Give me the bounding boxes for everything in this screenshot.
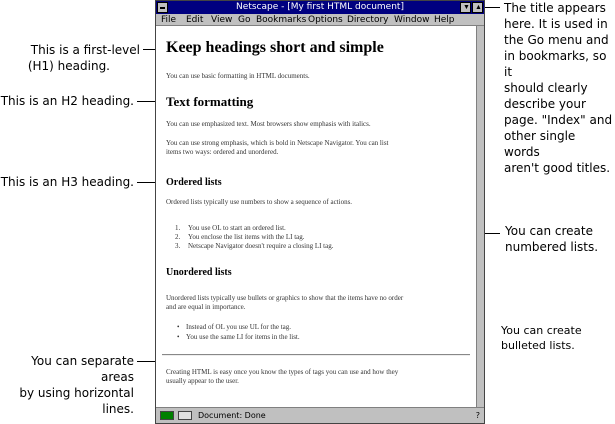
annotation-h2	[0, 93, 134, 109]
unordered-intro-2: and are equal in importance.	[166, 303, 246, 311]
annotation-title-line9: aren't good titles.	[504, 161, 611, 175]
unordered-item: Instead of OL you use UL for the tag.	[186, 323, 292, 331]
annotation-numbered	[505, 223, 615, 255]
ordered-item: You enclose the list items with the LI tag.	[188, 233, 305, 241]
menu-file[interactable]: File	[161, 15, 177, 25]
heading-ordered-lists: Ordered lists	[166, 177, 222, 188]
page-heading-h2: Text formatting	[166, 94, 254, 109]
mail-icon[interactable]	[178, 411, 192, 420]
annotation-h3	[0, 174, 134, 190]
annotation-title-line6: describe your	[504, 97, 586, 111]
annotation-title-line3: the Go menu and	[504, 33, 609, 47]
maximize-icon[interactable]: ▲	[472, 2, 483, 13]
annotation-title-line1: The title appears	[504, 1, 606, 15]
annotation-title-line7: page. "Index" and	[504, 113, 613, 127]
annotation-hr-line2: by using horizontal lines.	[19, 386, 134, 416]
annotation-h1-line2: (H1) heading.	[27, 59, 110, 73]
minimize-icon[interactable]: ▼	[460, 2, 471, 13]
annotation-title-line8: other single words	[504, 129, 576, 159]
intro-text: You can use basic formatting in HTML documents.	[166, 72, 310, 80]
ordered-number: 2.	[175, 233, 181, 241]
ordered-item: Netscape Navigator doesn't require a closing LI tag.	[188, 242, 334, 250]
menu-edit[interactable]: Edit	[186, 15, 204, 25]
closing-text-1: Creating HTML is easy once you know the types of tags you can use and how they	[166, 368, 399, 376]
annotation-h1-line1: This is a first-level	[30, 43, 140, 57]
ordered-intro: Ordered lists typically use numbers to show a sequence of actions.	[166, 198, 353, 206]
status-text: Document: Done	[198, 411, 266, 420]
annotation-hr-line1: You can separate areas	[31, 354, 134, 384]
ordered-item: You use OL to start an ordered list.	[188, 224, 286, 232]
annotation-hr	[0, 353, 134, 417]
annotation-h2-text: This is an H2 heading.	[0, 94, 134, 108]
vertical-scrollbar[interactable]	[476, 26, 484, 408]
ordered-number: 1.	[175, 224, 181, 232]
annotation-title-line4: in bookmarks, so it	[504, 49, 607, 79]
browser-window	[155, 0, 485, 424]
menu-options[interactable]: Options	[308, 15, 343, 25]
annotation-h1	[0, 42, 140, 74]
annotation-title	[504, 0, 614, 176]
ordered-number: 3.	[175, 242, 181, 250]
annotation-bulleted-line1: You can create	[501, 324, 582, 337]
menu-directory[interactable]: Directory	[347, 15, 389, 25]
menu-bookmarks[interactable]: Bookmarks	[256, 15, 307, 25]
annotation-bulleted-line2: bulleted lists.	[501, 339, 575, 352]
bullet-icon: •	[177, 323, 180, 331]
page-content	[156, 26, 478, 408]
status-bar	[156, 407, 484, 423]
paragraph-strong-2: items two ways: ordered and unordered.	[166, 148, 279, 156]
annotation-h3-text: This is an H3 heading.	[0, 175, 134, 189]
menu-bar	[156, 14, 484, 26]
heading-unordered-lists: Unordered lists	[166, 267, 232, 278]
unordered-item: You use the same LI for items in the list.	[186, 333, 300, 341]
closing-text-2: usually appear to the user.	[166, 377, 239, 385]
bullet-icon: •	[177, 333, 180, 341]
title-bar[interactable]	[156, 1, 484, 14]
paragraph-emphasis: You can use emphasized text. Most browsers show emphasis with italics.	[166, 120, 371, 128]
horizontal-rule	[162, 354, 470, 356]
help-icon[interactable]: ?	[475, 411, 480, 420]
unordered-intro-1: Unordered lists typically use bullets or graphics to show that the items have no order	[166, 294, 404, 302]
paragraph-strong-1: You can use strong emphasis, which is bold in Netscape Navigator. You can list	[166, 139, 389, 147]
menu-go[interactable]: Go	[238, 15, 251, 25]
window-title: Netscape - [My first HTML document]	[236, 2, 404, 12]
annotation-bulleted	[501, 323, 611, 353]
annotation-numbered-line2: numbered lists.	[505, 240, 599, 254]
annotation-title-line2: here. It is used in	[504, 17, 608, 31]
page-heading-h1: Keep headings short and simple	[166, 39, 384, 56]
menu-view[interactable]: View	[211, 15, 233, 25]
annotation-numbered-line1: You can create	[505, 224, 593, 238]
annotation-title-line5: should clearly	[504, 81, 588, 95]
security-key-icon	[160, 411, 174, 420]
menu-help[interactable]: Help	[434, 15, 455, 25]
menu-window[interactable]: Window	[394, 15, 430, 25]
